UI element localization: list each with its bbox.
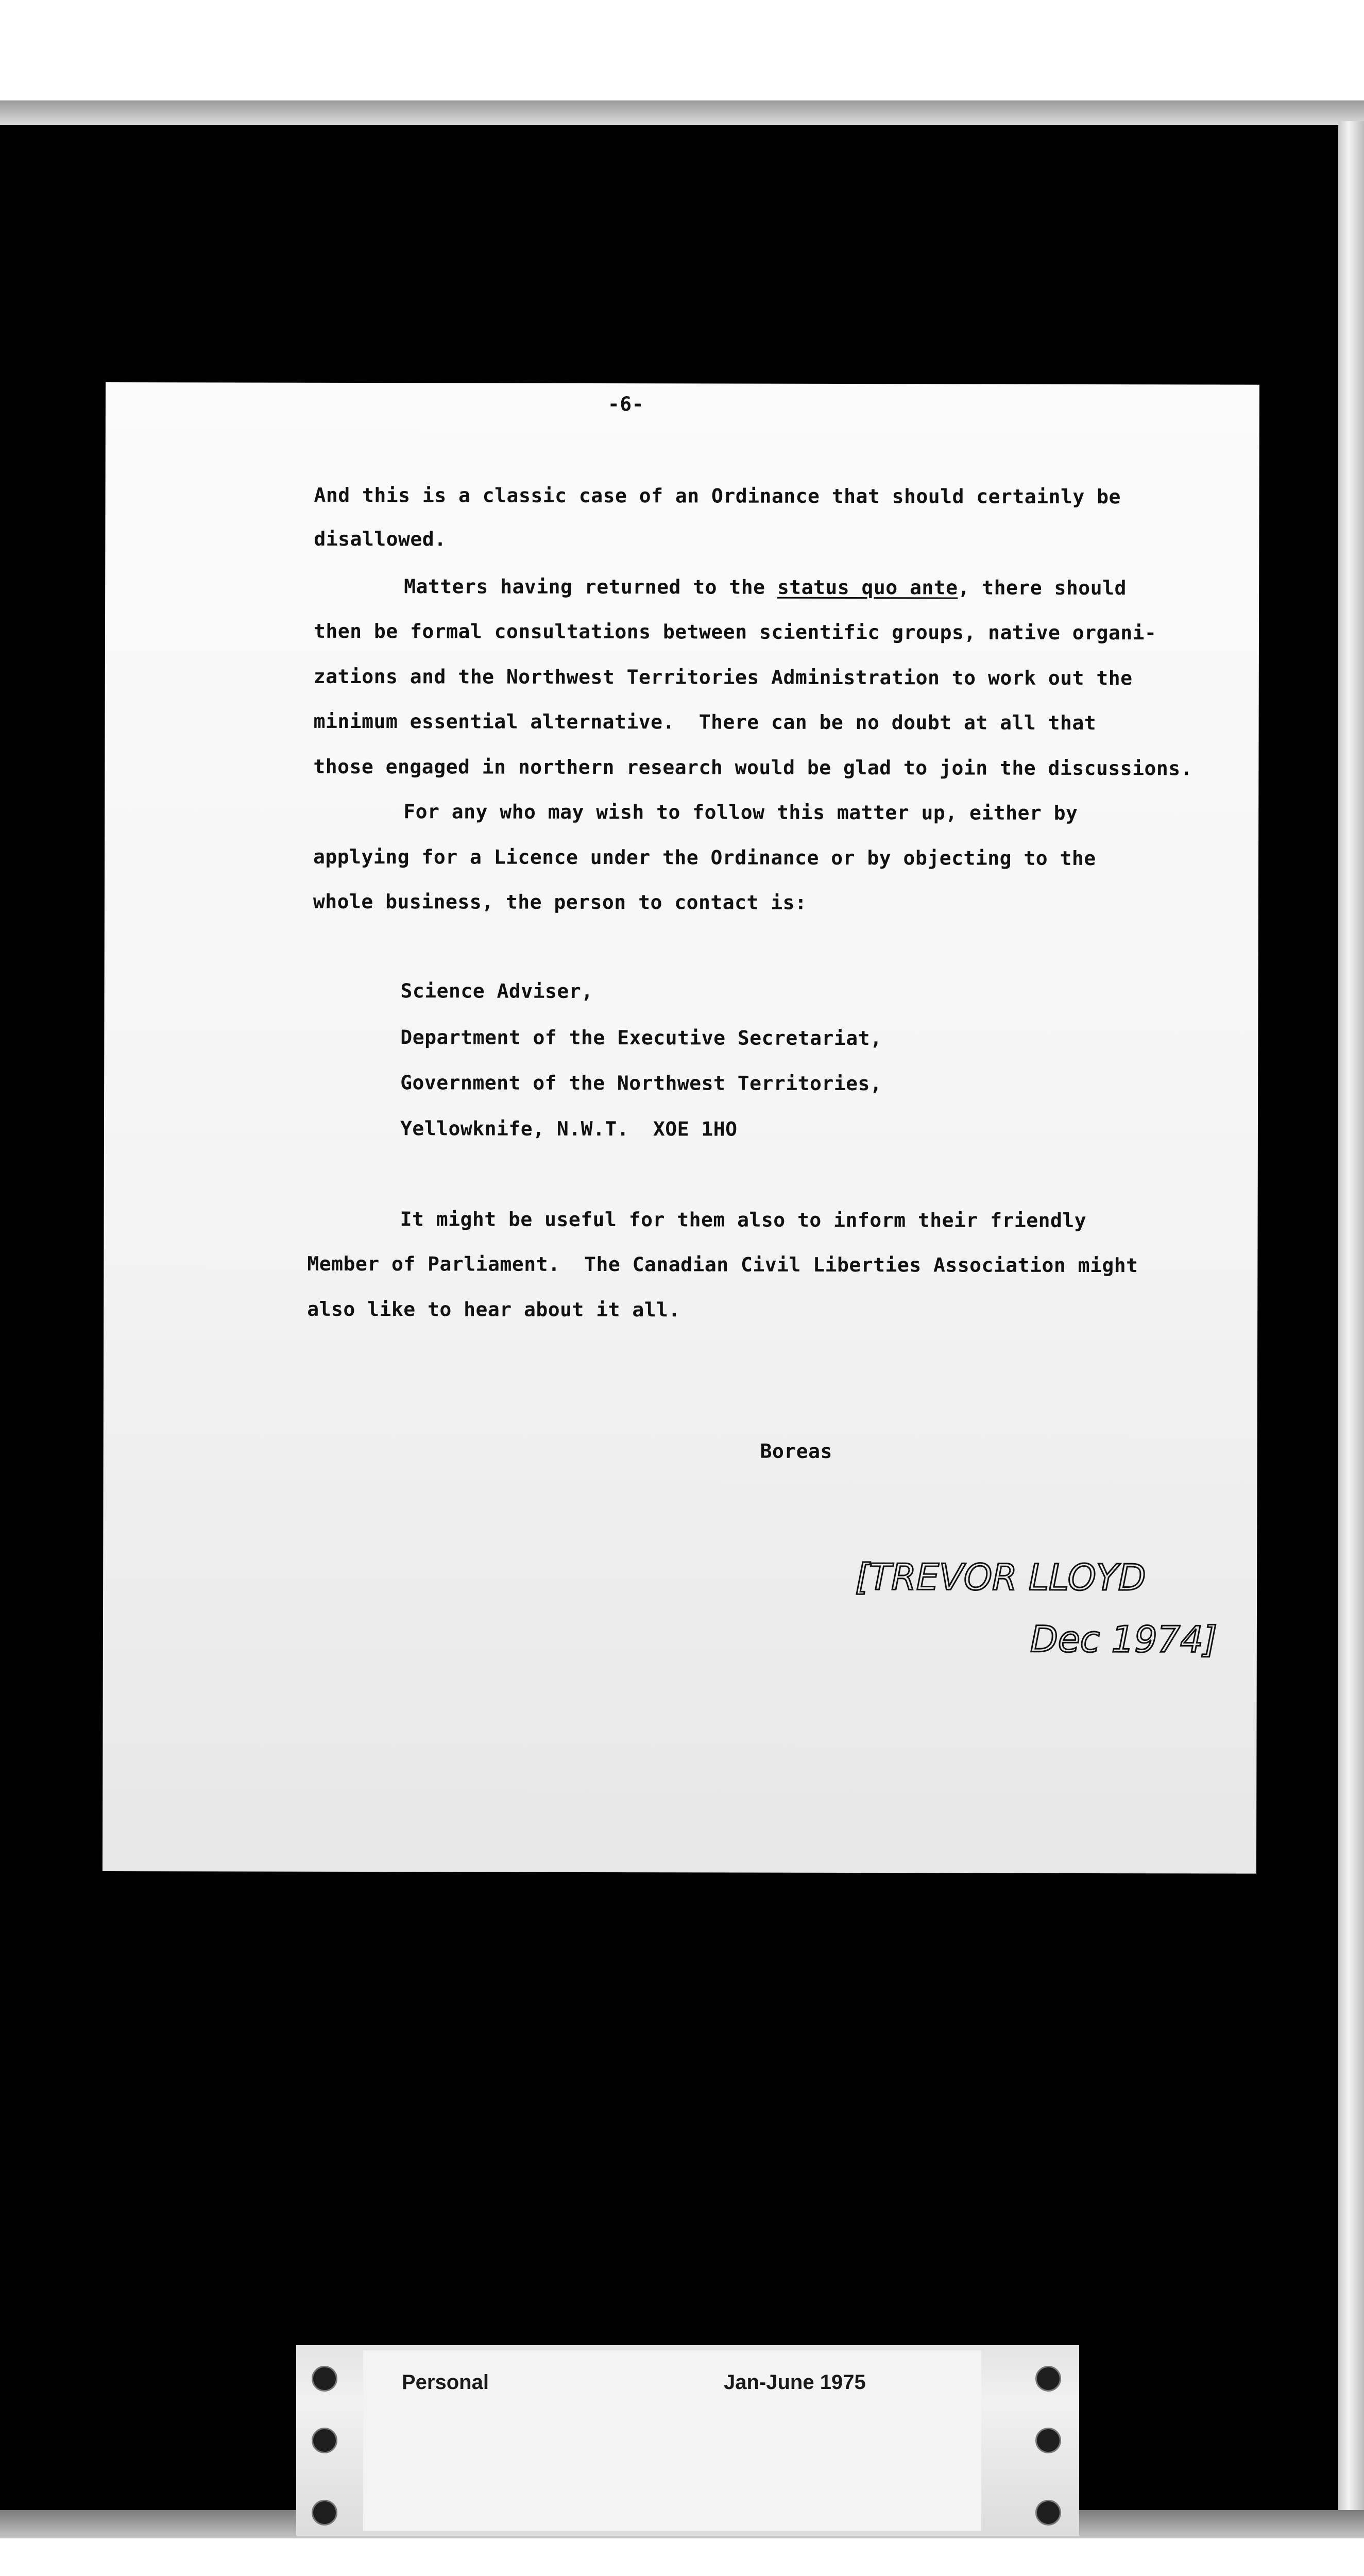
paragraph-3-line-2: applying for a Licence under the Ordinance or by objecting to the [313, 845, 1096, 870]
punch-hole-icon [1035, 2500, 1061, 2526]
paragraph-3-line-1: For any who may wish to follow this matter up, either by [403, 800, 1078, 824]
paragraph-1-line-2: disallowed. [314, 527, 447, 551]
handwritten-note-line-1: [TREVOR LLOYD [855, 1556, 1146, 1599]
sign-off: Boreas [760, 1439, 832, 1463]
archive-category: Personal [402, 2371, 489, 2394]
document-page [103, 382, 1259, 1874]
paragraph-2-end: , there should [958, 576, 1127, 600]
handwritten-note [850, 1533, 1232, 1683]
archive-label-card [296, 2345, 1079, 2536]
address-line-1: Science Adviser, [400, 979, 593, 1003]
paragraph-2-line-5: those engaged in northern research would be glad to join the discussions. [313, 755, 1193, 780]
film-border-right [1338, 121, 1364, 2537]
punch-hole-icon [312, 2428, 337, 2453]
punch-hole-icon [312, 2366, 337, 2392]
paragraph-2-line-2: then be formal consultations between scientific groups, native organi- [313, 619, 1157, 645]
paragraph-2-line-3: zations and the Northwest Territories Administration to work out the [313, 665, 1133, 690]
paragraph-4-line-3: also like to hear about it all. [307, 1297, 680, 1321]
address-line-3: Government of the Northwest Territories, [400, 1071, 882, 1095]
punch-hole-icon [1035, 2428, 1061, 2453]
paragraph-2-line-1 [404, 576, 1127, 598]
archive-date-range: Jan-June 1975 [724, 2371, 866, 2394]
paragraph-3-line-3: whole business, the person to contact is: [313, 890, 807, 914]
status-quo-ante-term: status quo ante [777, 575, 958, 599]
film-sprocket-strip [0, 100, 1364, 125]
handwritten-note-line-2: Dec 1974] [1030, 1618, 1218, 1661]
paragraph-2-start: Matters having returned to the [404, 575, 777, 599]
film-border-below [0, 2538, 1364, 2576]
address-line-2: Department of the Executive Secretariat, [400, 1026, 882, 1050]
paragraph-4-line-1: It might be useful for them also to inform their friendly [400, 1208, 1087, 1232]
paragraph-4-line-2: Member of Parliament. The Canadian Civil Liberties Association might [307, 1252, 1138, 1277]
paragraph-1-line-1: And this is a classic case of an Ordinance that should certainly be [314, 483, 1121, 509]
paragraph-2-line-4: minimum essential alternative. There can be no doubt at all that [313, 709, 1097, 735]
punch-hole-icon [1035, 2366, 1061, 2392]
punch-hole-icon [312, 2500, 337, 2526]
archive-label [363, 2350, 981, 2531]
address-line-4: Yellowknife, N.W.T. XOE 1HO [400, 1117, 738, 1141]
page-number: -6- [607, 393, 644, 416]
